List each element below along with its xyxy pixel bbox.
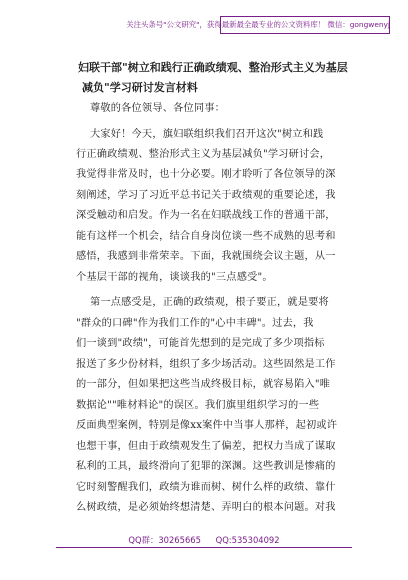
header-notice: 关注头条号"公文研究"，获得最新最全最专业的公文资料库！ 微信：gongwenyj (126, 20, 390, 29)
title-line-2: 减负"学习研讨发言材料 (82, 81, 198, 94)
body-line: 私利的工具，最终滑向了犯罪的深渊。这些教训是惨痛的 (76, 461, 336, 472)
body-line: 我觉得非常及时，也十分必要。刚才聆听了各位领导的深 (76, 169, 336, 180)
body-line: 它时刻警醒我们，政绩为谁而树、树什么样的政绩、靠什 (76, 482, 336, 493)
body-line: 们一谈到"政绩"，可能首先想到的是完成了多少项指标 (76, 338, 325, 349)
body-line: 第一点感受是，正确的政绩观，根子要正，就是要将 (90, 297, 329, 308)
footer-qq-group: QQ群：30265665 (128, 535, 201, 545)
body-line: 么树政绩，是必须始终想清楚、弄明白的根本问题。对我 (76, 502, 336, 513)
body-line: 的一部分，但如果把这些当成终极目标，就容易陷入"唯 (76, 379, 331, 390)
body-line: 刻阐述，学习了习近平总书记关于政绩观的重要论述，我 (76, 190, 336, 201)
body-line: 感悟，我感到非常荣幸。下面，我就围绕会议主题，从一 (76, 251, 336, 262)
footer-contact (0, 534, 408, 546)
body-line: 深受触动和启发。作为一名在妇联战线工作的普通干部， (76, 210, 336, 221)
body-line: 反面典型案例，特别是像xx案件中当事人那样，起初或许 (76, 420, 338, 431)
body-line: 个基层干部的视角，谈谈我的"三点感受"。 (76, 272, 273, 283)
body-line: 行正确政绩观、整治形式主义为基层减负"学习研讨会， (76, 149, 331, 160)
body-line: 也想干事，但由于政绩观发生了偏差，把权力当成了谋取 (76, 441, 336, 452)
body-line: 能有这样一个机会，结合自身岗位谈一些不成熟的思考和 (76, 231, 336, 242)
footer-qq: QQ:535304092 (215, 535, 280, 545)
body-line: 报送了多少份材料，组织了多少场活动。这些固然是工作 (76, 359, 336, 370)
body-line: 大家好！今天，旗妇联组织我们召开这次"树立和践 (90, 129, 324, 140)
body-line: 数据论""唯材料论"的误区。我们旗里组织学习的一些 (76, 400, 320, 411)
body-line: "群众的口碑"作为我们工作的"心中丰碑"。过去，我 (76, 318, 314, 329)
footer-divider (56, 547, 352, 548)
title-line-1: 妇联干部"树立和践行正确政绩观、整治形式主义为基层 (78, 61, 348, 74)
salutation: 尊敬的各位领导、各位同事： (90, 103, 226, 114)
document-title (78, 58, 350, 98)
